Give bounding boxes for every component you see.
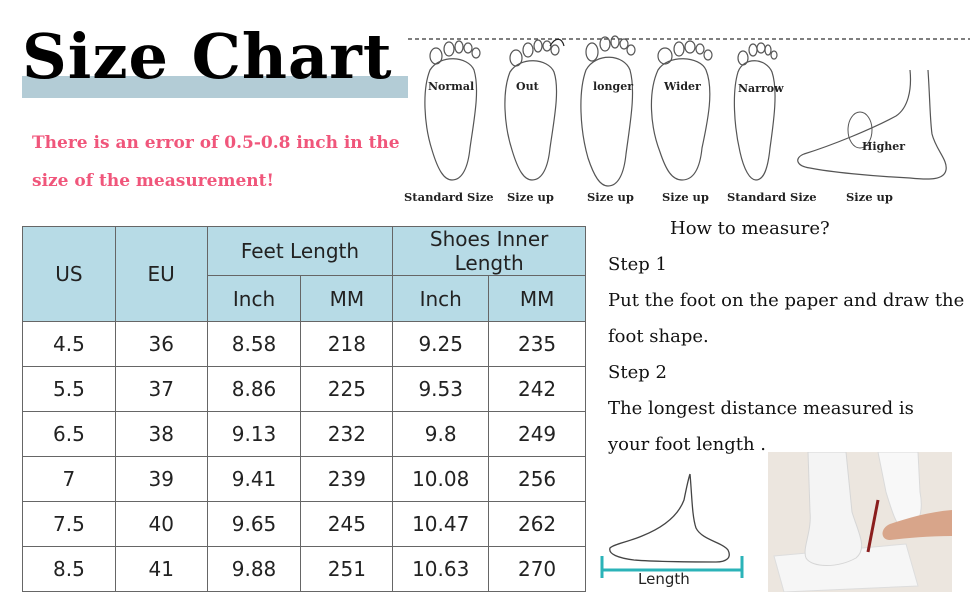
foot-outline-normal — [425, 41, 480, 180]
cell-us: 5.5 — [23, 367, 116, 412]
cell-us: 6.5 — [23, 412, 116, 457]
foot-type-label: Out — [516, 80, 539, 93]
measurement-warning — [32, 124, 432, 200]
cell-feet-inch: 9.88 — [207, 547, 301, 592]
column-header-feet-inch: Inch — [207, 276, 301, 322]
cell-inner-inch: 9.25 — [393, 322, 489, 367]
step1-label: Step 1 — [608, 254, 667, 275]
column-header-feet-mm: MM — [301, 276, 393, 322]
measuring-photo-drawing — [768, 452, 952, 592]
cell-inner-mm: 262 — [489, 502, 586, 547]
cell-inner-inch: 9.53 — [393, 367, 489, 412]
length-label: Length — [638, 570, 690, 588]
foot-size-advice: Standard Size — [404, 190, 494, 204]
cell-inner-inch: 10.63 — [393, 547, 489, 592]
size-chart-table — [22, 226, 586, 592]
foot-type-label: Wider — [664, 80, 701, 93]
step2-text: your foot length . — [608, 434, 767, 455]
cell-feet-inch: 9.41 — [207, 457, 301, 502]
cell-inner-mm: 242 — [489, 367, 586, 412]
cell-us: 7 — [23, 457, 116, 502]
foot-type-label: longer — [593, 80, 633, 93]
foot-type-label: Normal — [428, 80, 475, 93]
column-group-feet-length: Feet Length — [207, 227, 393, 276]
column-header-inner-mm: MM — [489, 276, 586, 322]
foot-length-illustration — [598, 466, 758, 590]
foot-size-advice: Size up — [846, 190, 893, 204]
cell-feet-inch: 8.58 — [207, 322, 301, 367]
foot-size-advice: Standard Size — [727, 190, 817, 204]
step2-label: Step 2 — [608, 362, 667, 383]
foot-types-illustration — [400, 30, 970, 210]
table-row — [23, 322, 586, 367]
step1-text: Put the foot on the paper and draw the — [608, 290, 965, 311]
cell-feet-mm: 225 — [301, 367, 393, 412]
cell-inner-inch: 10.08 — [393, 457, 489, 502]
foot-size-advice: Size up — [587, 190, 634, 204]
cell-eu: 40 — [115, 502, 207, 547]
cell-eu: 37 — [115, 367, 207, 412]
cell-eu: 39 — [115, 457, 207, 502]
cell-us: 8.5 — [23, 547, 116, 592]
step1-text: foot shape. — [608, 326, 709, 347]
cell-us: 4.5 — [23, 322, 116, 367]
page-title: Size Chart — [22, 20, 393, 93]
cell-feet-mm: 245 — [301, 502, 393, 547]
column-header-us: US — [23, 227, 116, 322]
cell-inner-mm: 235 — [489, 322, 586, 367]
foot-outline-higher — [798, 70, 946, 179]
cell-feet-mm: 218 — [301, 322, 393, 367]
cell-eu: 36 — [115, 322, 207, 367]
column-group-shoes-inner-length: Shoes Inner Length — [393, 227, 586, 276]
foot-type-label: Narrow — [738, 82, 784, 95]
foot-size-advice: Size up — [507, 190, 554, 204]
cell-feet-mm: 251 — [301, 547, 393, 592]
foot-type-label: Higher — [862, 140, 906, 153]
cell-feet-inch: 9.13 — [207, 412, 301, 457]
table-row — [23, 502, 586, 547]
foot-outline-narrow — [734, 43, 777, 180]
cell-us: 7.5 — [23, 502, 116, 547]
warning-line: size of the measurement! — [32, 171, 274, 191]
table-row — [23, 547, 586, 592]
cell-inner-mm: 270 — [489, 547, 586, 592]
step2-text: The longest distance measured is — [608, 398, 914, 419]
cell-feet-mm: 232 — [301, 412, 393, 457]
cell-eu: 41 — [115, 547, 207, 592]
foot-outline-wider — [651, 41, 712, 180]
foot-side-outline — [610, 474, 730, 562]
cell-feet-mm: 239 — [301, 457, 393, 502]
cell-inner-mm: 249 — [489, 412, 586, 457]
foot-outlines-drawing — [400, 30, 970, 210]
column-header-eu: EU — [115, 227, 207, 322]
foot-size-advice: Size up — [662, 190, 709, 204]
warning-line: There is an error of 0.5-0.8 inch in the — [32, 133, 400, 153]
foot-outline-out — [505, 39, 564, 180]
cell-inner-mm: 256 — [489, 457, 586, 502]
table-row — [23, 412, 586, 457]
cell-inner-inch: 9.8 — [393, 412, 489, 457]
table-row — [23, 457, 586, 502]
how-to-measure-title: How to measure? — [670, 218, 830, 239]
cell-inner-inch: 10.47 — [393, 502, 489, 547]
cell-eu: 38 — [115, 412, 207, 457]
foot-outline-longer — [581, 36, 635, 186]
column-header-inner-inch: Inch — [393, 276, 489, 322]
measuring-photo — [768, 452, 952, 592]
cell-feet-inch: 9.65 — [207, 502, 301, 547]
table-row — [23, 367, 586, 412]
cell-feet-inch: 8.86 — [207, 367, 301, 412]
